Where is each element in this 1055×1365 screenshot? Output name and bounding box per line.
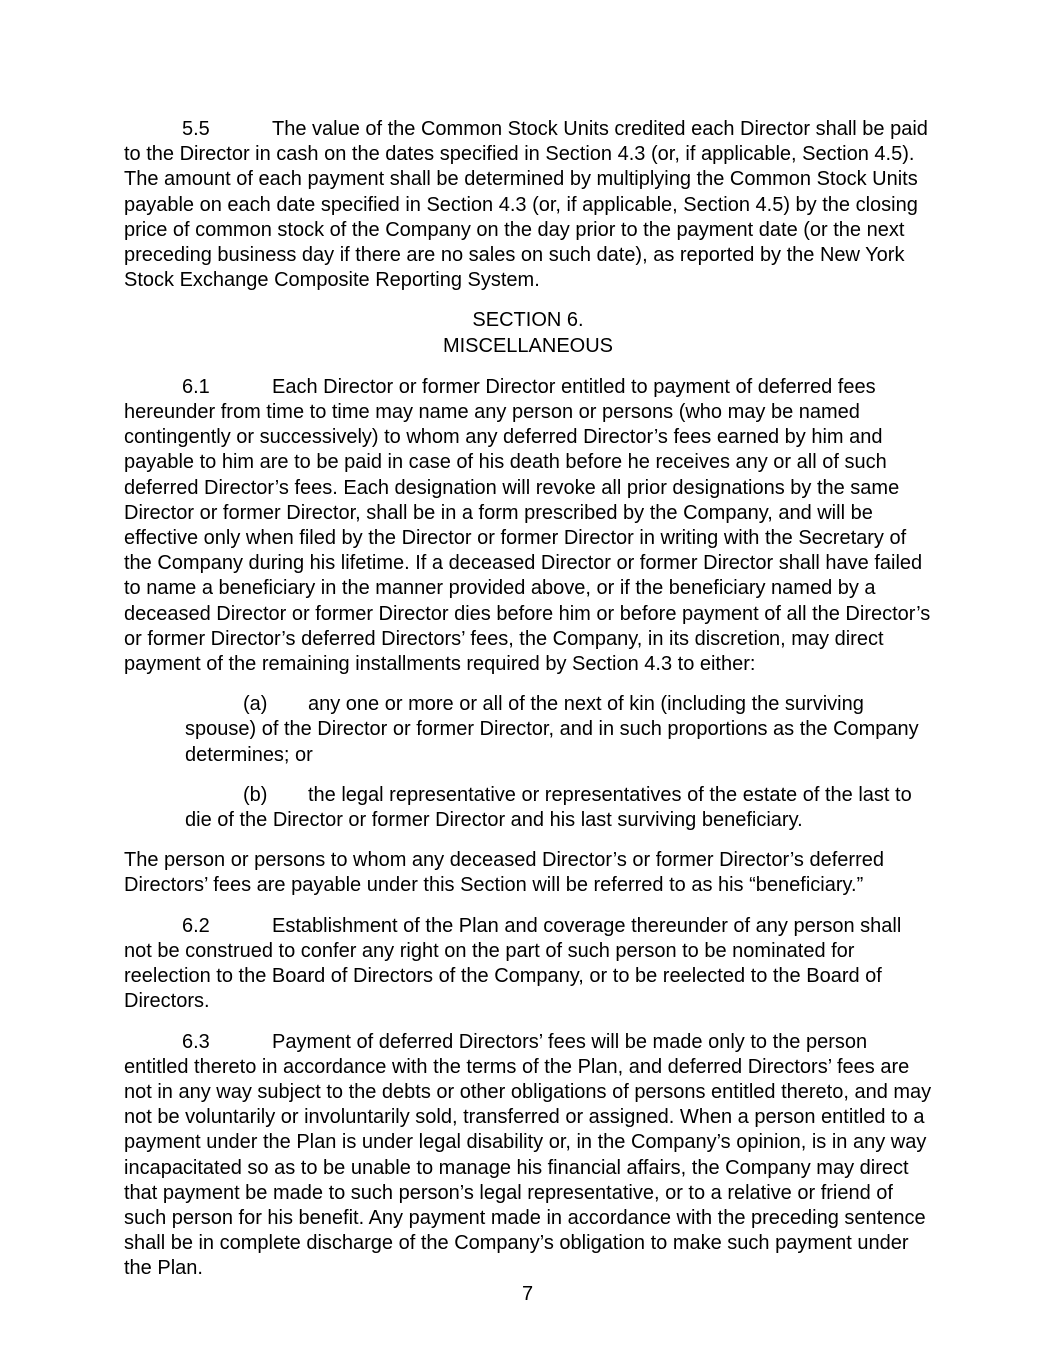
list-item-b-label: (b) bbox=[243, 783, 268, 806]
paragraph-beneficiary-text: The person or persons to whom any deceased Director’s or former Director’s deferred Directors’ fees are payable under this Section will be referred to as his “beneficiary.” bbox=[124, 849, 884, 897]
paragraph-6-1-text: Each Director or former Director entitled to payment of deferred fees hereunder from time to time may name any person or persons (who may be named contingently or successively) to whom any deferred Director’s fees earned by him and payable to him are to be paid in case of his death before he receives any or all of such deferred Director’s fees. Each designation will revoke all prior designations by the same Director or former Director, shall be in a form prescribed by the Company, and will be effective only when filed by the Director or former Director in writing with the Secretary of the Company during his lifetime. If a deceased Director or former Director shall have failed to name a beneficiary in the manner provided above, or if the beneficiary named by a deceased Director or former Director dies before him or before payment of all the Director’s or former Director’s deferred Directors’ fees, the Company, in its discretion, may direct payment of the remaining installments required by Section 4.3 to either: bbox=[124, 375, 931, 676]
section-6-heading-number: SECTION 6. bbox=[472, 309, 584, 332]
list-item-b bbox=[185, 783, 932, 833]
list-item-a-label: (a) bbox=[243, 693, 268, 716]
paragraph-6-1 bbox=[124, 375, 932, 677]
list-item-a-text: any one or more or all of the next of kin (including the surviving spouse) of the Director or former Director, and in such proportions as the Company determines; or bbox=[185, 693, 919, 766]
paragraph-beneficiary bbox=[124, 848, 932, 898]
paragraph-6-2 bbox=[124, 914, 932, 1015]
page-number: 7 bbox=[521, 1283, 534, 1305]
list-item-b-text: the legal representative or representatives of the estate of the last to die of the Director or former Director and his last surviving beneficiary. bbox=[185, 783, 912, 832]
paragraph-5-5 bbox=[124, 117, 932, 293]
section-6-heading bbox=[124, 308, 932, 358]
paragraph-6-3-text: Payment of deferred Directors’ fees will be made only to the person entitled thereto in accordance with the terms of the Plan, and deferred Directors’ fees are not in any way subject to the debts or other obligations of persons entitled thereto, and may not be voluntarily or involuntarily sold, transferred or assigned. When a person entitled to a payment under the Plan is under legal disability or, in the Company’s opinion, is in any way incapacitated so as to be unable to manage his financial affairs, the Company may direct that payment be made to such person’s legal representative, or to a relative or friend of such person for his benefit. Any payment made in accordance with the preceding sentence shall be in complete discharge of the Company’s obligation to make such payment under the Plan. bbox=[124, 1030, 932, 1280]
paragraph-6-2-text: Establishment of the Plan and coverage thereunder of any person shall not be construed to confer any right on the part of such person to be nominated for reelection to the Board of Directors of the Company, or to be reelected to the Board of Directors. bbox=[124, 914, 902, 1013]
paragraph-6-3-number: 6.3 bbox=[182, 1030, 210, 1053]
paragraph-6-3 bbox=[124, 1030, 932, 1282]
section-6-heading-title: MISCELLANEOUS bbox=[442, 334, 614, 357]
paragraph-5-5-number: 5.5 bbox=[182, 118, 210, 140]
paragraph-6-2-number: 6.2 bbox=[182, 914, 210, 937]
list-item-a bbox=[185, 692, 932, 768]
paragraph-5-5-text: The value of the Common Stock Units credited each Director shall be paid to the Director in cash on the dates specified in Section 4.3 (or, if applicable, Section 4.5). The amount of each payment shall be determined by multiplying the Common Stock Units payable on each date specified in Section 4.3 (or, if applicable, Section 4.5) by the closing price of common stock of the Company on the day prior to the payment date (or the next preceding business day if there are no sales on such date), as reported by the New York Stock Exchange Composite Reporting System. bbox=[124, 118, 928, 292]
paragraph-6-1-number: 6.1 bbox=[182, 375, 210, 398]
